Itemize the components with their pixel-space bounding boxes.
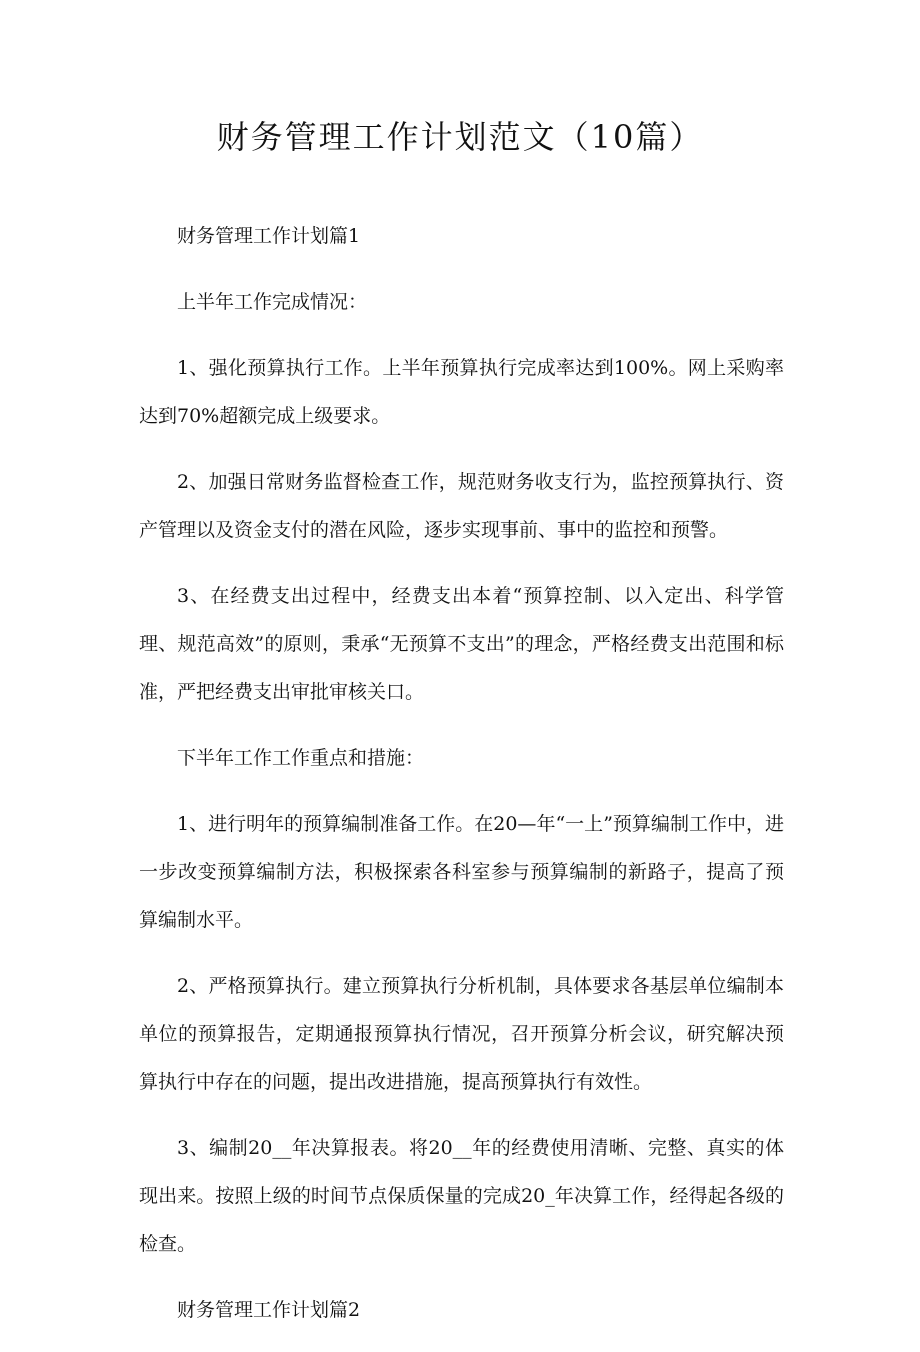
section-heading-2: 财务管理工作计划篇2 [177, 1299, 361, 1321]
document-body [139, 212, 784, 1352]
paragraph: 3、编制20__年决算报表。将20__年的经费使用清晰、完整、真实的体现出来。按照上级的时间节点保质保量的完成20_年决算工作，经得起各级的检查。 [139, 1137, 784, 1255]
subheading-first-half: 上半年工作完成情况： [177, 291, 368, 313]
paragraph: 3、在经费支出过程中，经费支出本着“预算控制、以入定出、科学管理、规范高效”的原则，秉承“无预算不支出”的理念，严格经费支出范围和标准，严把经费支出审批审核关口。 [139, 585, 784, 703]
paragraph: 1、进行明年的预算编制准备工作。在20—年“一上”预算编制工作中，进一步改变预算编制方法，积极探索各科室参与预算编制的新路子，提高了预算编制水平。 [139, 813, 784, 931]
paragraph: 1、强化预算执行工作。上半年预算执行完成率达到100%。网上采购率达到70%超额完成上级要求。 [139, 357, 784, 427]
section-heading-1: 财务管理工作计划篇1 [177, 225, 361, 247]
document-title: 财务管理工作计划范文（10篇） [216, 118, 704, 156]
subheading-second-half: 下半年工作工作重点和措施： [177, 747, 425, 769]
paragraph: 2、严格预算执行。建立预算执行分析机制，具体要求各基层单位编制本单位的预算报告，定期通报预算执行情况，召开预算分析会议，研究解决预算执行中存在的问题，提出改进措施，提高预算执行有效性。 [139, 975, 784, 1093]
paragraph: 2、加强日常财务监督检查工作，规范财务收支行为，监控预算执行、资产管理以及资金支付的潜在风险，逐步实现事前、事中的监控和预警。 [139, 471, 784, 541]
